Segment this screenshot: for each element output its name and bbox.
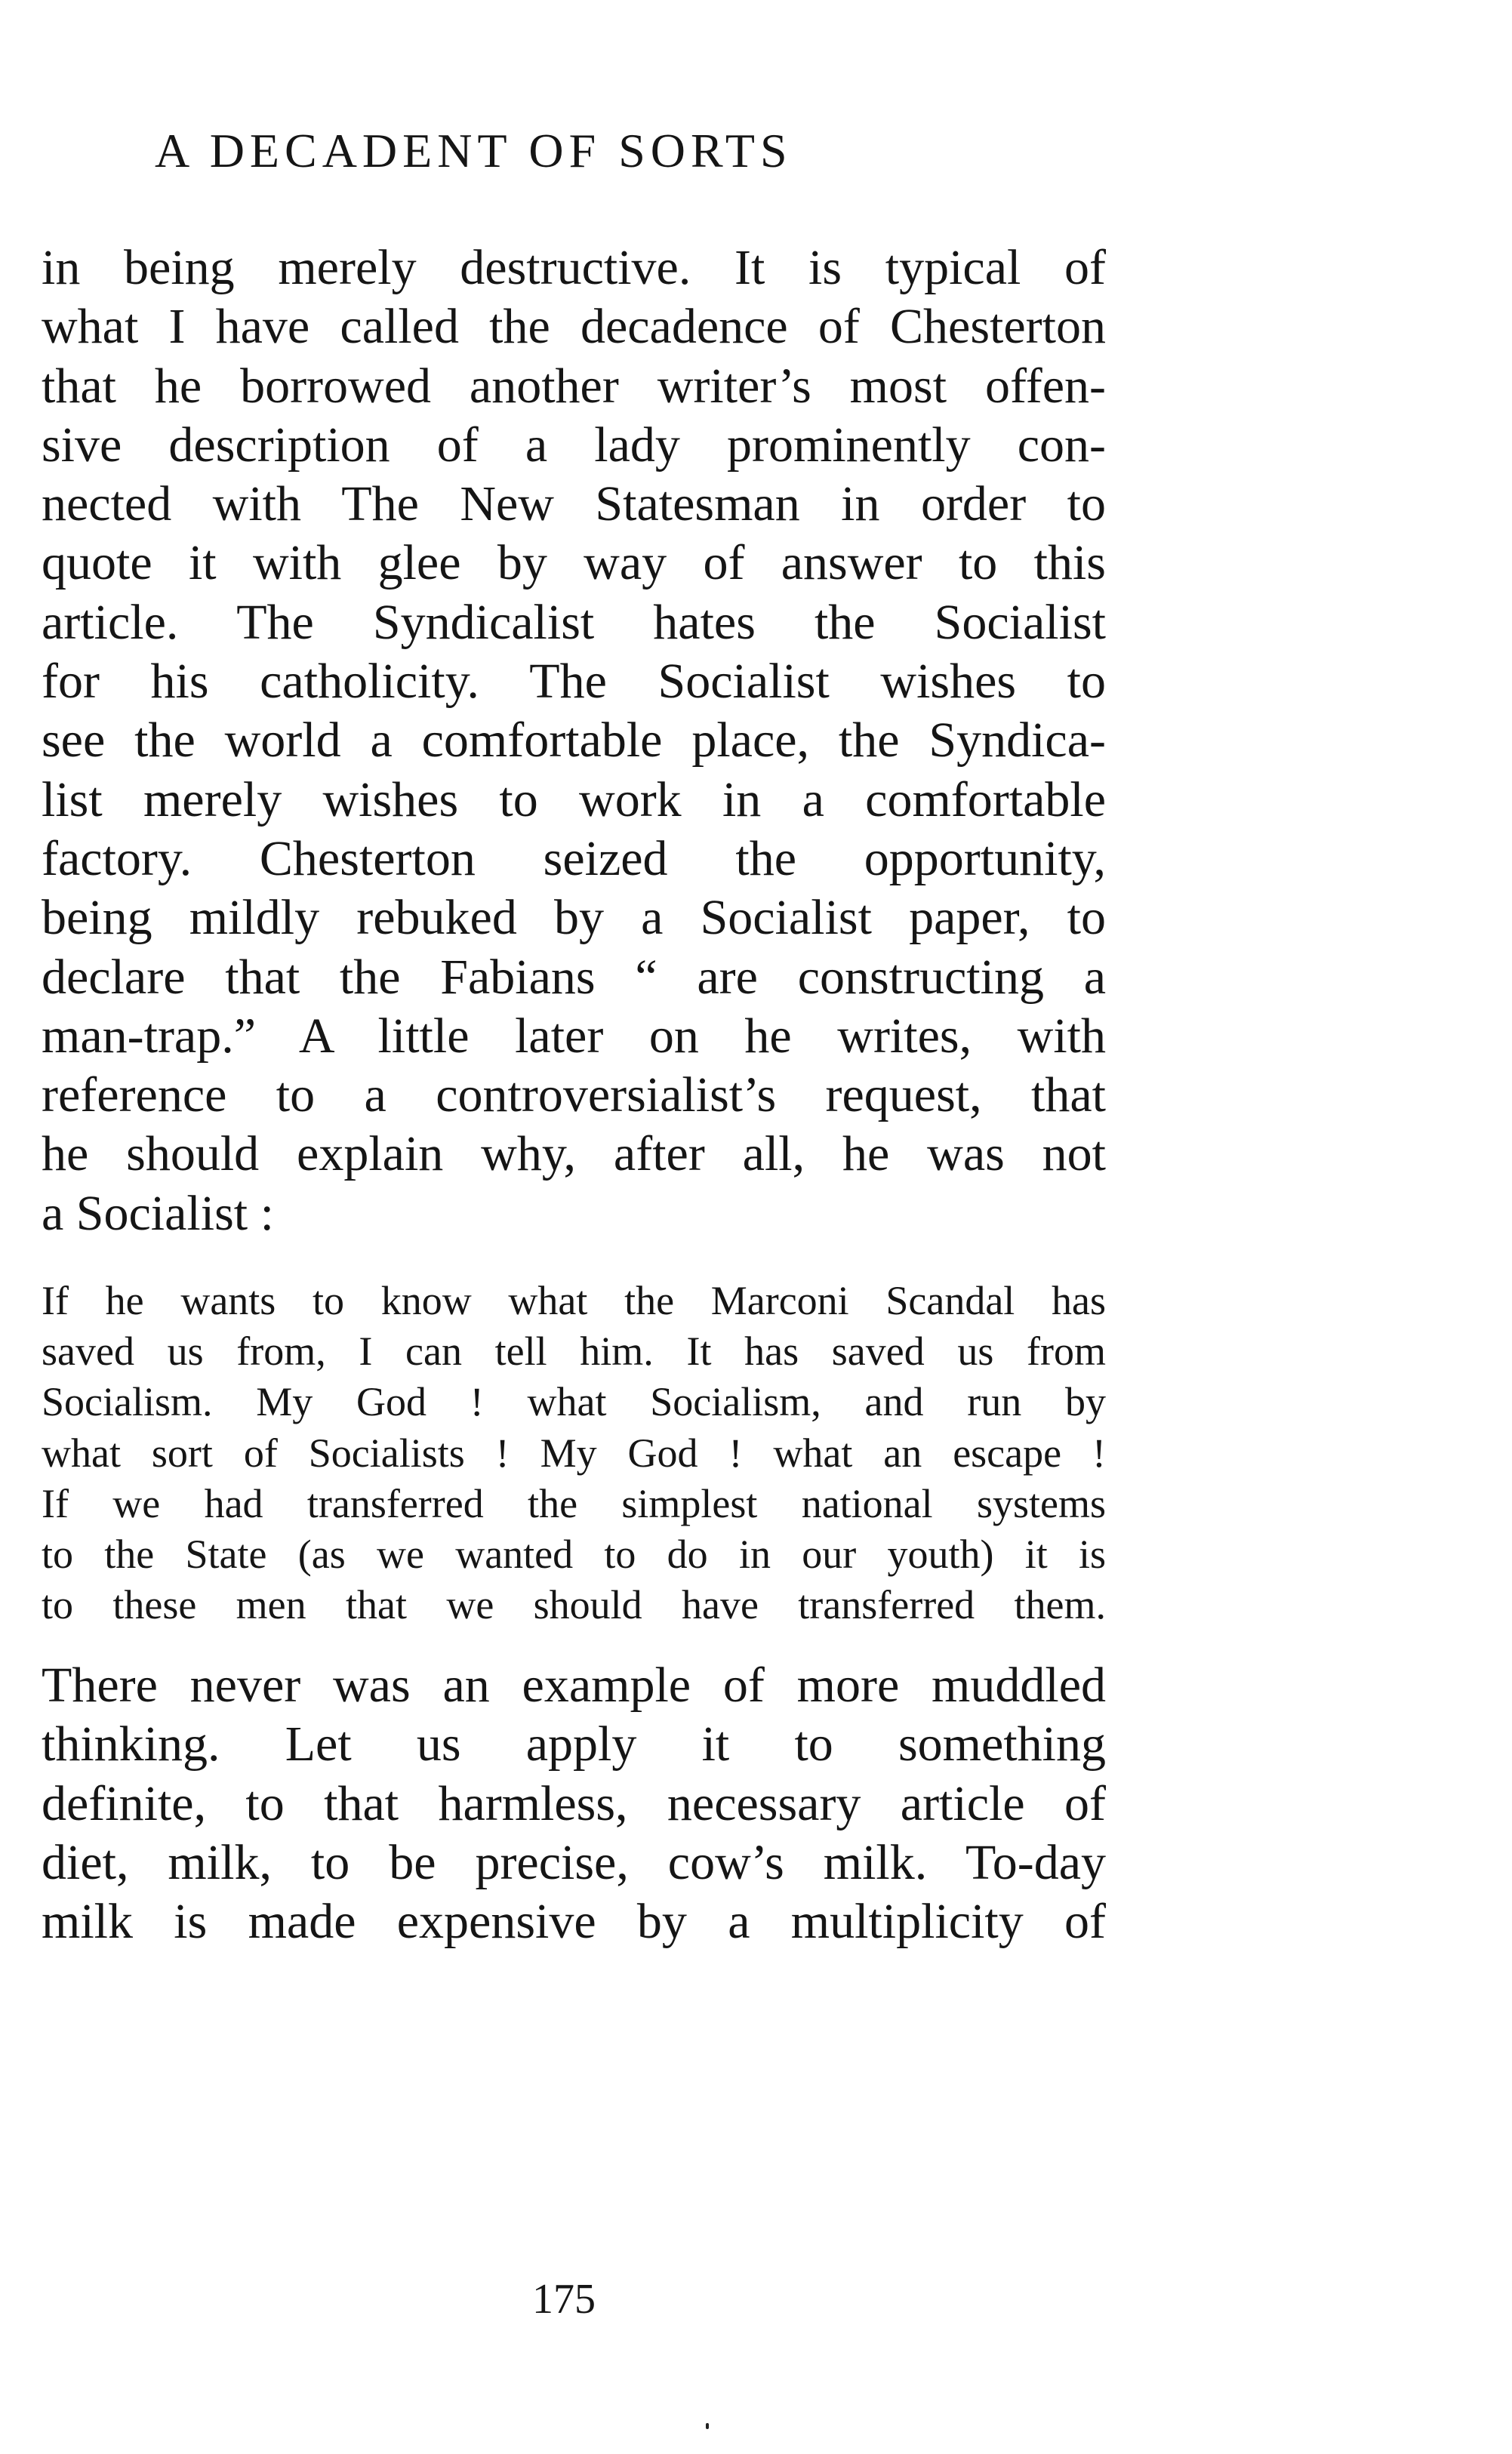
quote-line: to the State (as we wanted to do in our youth) it is xyxy=(42,1531,1106,1577)
text-line: diet, milk, to be precise, cow’s milk. To-day xyxy=(42,1834,1106,1890)
text-line: in being merely destructive. It is typical of xyxy=(42,240,1106,295)
text-line: definite, to that harmless, necessary article of xyxy=(42,1775,1106,1831)
text-line: he should explain why, after all, he was not xyxy=(42,1126,1106,1182)
text-line: being mildly rebuked by a Socialist paper, to xyxy=(42,890,1106,946)
text-line: nected with The New Statesman in order to xyxy=(42,476,1106,532)
text-line: what I have called the decadence of Chesterton xyxy=(42,299,1106,355)
running-head: A DECADENT OF SORTS xyxy=(155,124,793,177)
text-line: reference to a controversialist’s request, that xyxy=(42,1067,1106,1123)
paragraph-1 xyxy=(42,239,1106,1243)
text-line: list merely wishes to work in a comfortable xyxy=(42,771,1106,827)
text-line: article. The Syndicalist hates the Socialist xyxy=(42,594,1106,650)
text-line: for his catholicity. The Socialist wishes to xyxy=(42,654,1106,710)
text-line: There never was an example of more muddled xyxy=(42,1658,1106,1713)
quote-line: Socialism. My God ! what Socialism, and run by xyxy=(42,1379,1106,1425)
text-line: that he borrowed another writer’s most offen- xyxy=(42,358,1106,414)
text-line: a Socialist : xyxy=(42,1185,274,1241)
text-line: man-trap.” A little later on he writes, with xyxy=(42,1008,1106,1064)
quote-line: If he wants to know what the Marconi Scandal has xyxy=(42,1278,1106,1323)
print-speck xyxy=(706,2423,709,2429)
text-line: see the world a comfortable place, the Syndica- xyxy=(42,713,1106,768)
text-line: factory. Chesterton seized the opportunity, xyxy=(42,830,1106,886)
page-number: 175 xyxy=(532,2276,596,2323)
quote-line: saved us from, I can tell him. It has saved us from xyxy=(42,1329,1106,1375)
block-quotation xyxy=(42,1276,1106,1630)
quote-line: what sort of Socialists ! My God ! what an escape ! xyxy=(42,1430,1106,1476)
quote-line: to these men that we should have transferred them. xyxy=(42,1582,1106,1628)
text-line: milk is made expensive by a multiplicity of xyxy=(42,1894,1106,1950)
text-line: declare that the Fabians “ are constructing a xyxy=(42,949,1106,1005)
quote-line: If we had transferred the simplest national systems xyxy=(42,1480,1106,1526)
text-line: quote it with glee by way of answer to this xyxy=(42,535,1106,591)
paragraph-2 xyxy=(42,1656,1106,1951)
text-line: thinking. Let us apply it to something xyxy=(42,1717,1106,1772)
text-line: sive description of a lady prominently con- xyxy=(42,417,1106,473)
